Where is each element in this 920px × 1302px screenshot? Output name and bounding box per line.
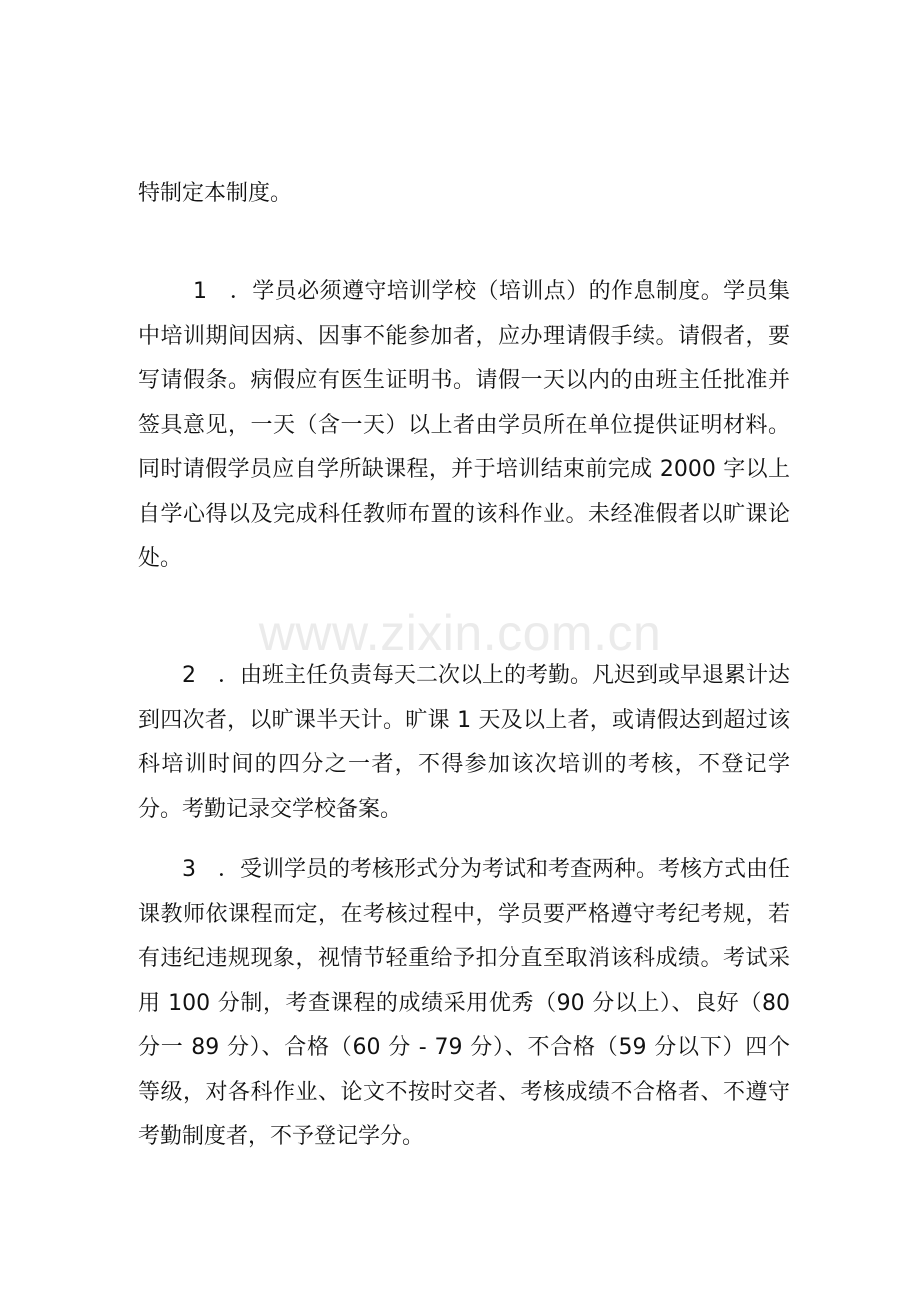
paragraph-rule-1: 1 ．学员必须遵守培训学校（培训点）的作息制度。学员集中培训期间因病、因事不能参加者，应办理请假手续。请假者，要写请假条。病假应有医生证明书。请假一天以内的由班主任批准并签具意见，一天（含一天）以上者由学员所在单位提供证明材料。同时请假学员应自学所缺课程，并于培训结束前完成 2000 字以上自学心得以及完成科任教师布置的该科作业。未经准假者以旷课论处。	[138, 279, 790, 571]
paragraph-rule-2: 2 ．由班主任负责每天二次以上的考勤。凡迟到或早退累计达到四次者，以旷课半天计。旷课 1 天及以上者，或请假达到超过该科培训时间的四分之一者，不得参加该次培训的考核，不登记学分。考勤记录交学校备案。	[138, 663, 790, 822]
watermark-text: www.zixin.com.cn	[258, 605, 662, 661]
paragraph-intro: 特制定本制度。	[138, 181, 293, 206]
paragraph-rule-3: 3 ．受训学员的考核形式分为考试和考查两种。考核方式由任课教师依课程而定，在考核过程中，学员要严格遵守考纪考规，若有违纪违规现象，视情节轻重给予扣分直至取消该科成绩。考试采用 100 分制，考查课程的成绩采用优秀（90 分以上）、良好（80 分一 89 分）、合格（60 分 - 79 分）、不合格（59 分以下）四个等级，对各科作业、论文不按时交者、考核成绩不合格者、不遵守考勤制度者，不予登记学分。	[138, 857, 790, 1149]
